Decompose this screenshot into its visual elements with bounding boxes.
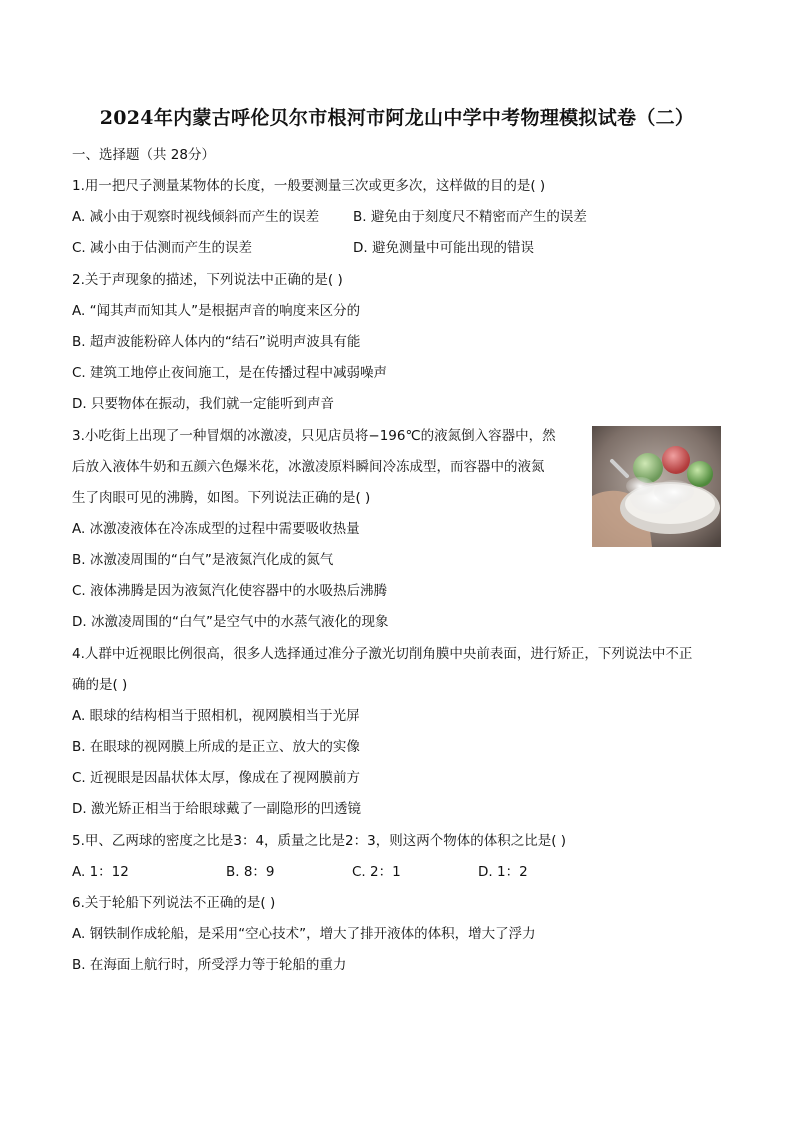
question-1-option-a: A. 减小由于观察时视线倾斜而产生的误差	[72, 209, 320, 225]
question-1-stem: 1.用一把尺子测量某物体的长度，一般要测量三次或更多次，这样做的目的是( )	[72, 178, 546, 194]
question-5-option-d: D. 1：2	[478, 864, 528, 880]
section-heading: 一、选择题（共 28分）	[72, 147, 215, 163]
question-3-option-d: D. 冰激凌周围的“白气”是空气中的水蒸气液化的现象	[72, 614, 389, 630]
question-2-stem: 2.关于声现象的描述，下列说法中正确的是( )	[72, 272, 343, 288]
question-6-stem: 6.关于轮船下列说法不正确的是( )	[72, 895, 276, 911]
question-1-option-b: B. 避免由于刻度尺不精密而产生的误差	[353, 209, 587, 225]
question-6-option-a: A. 钢铁制作成轮船，是采用“空心技术”，增大了排开液体的体积，增大了浮力	[72, 926, 536, 942]
question-2-option-b: B. 超声波能粉碎人体内的“结石”说明声波具有能	[72, 334, 361, 350]
question-3-option-b: B. 冰激凌周围的“白气”是液氮汽化成的氮气	[72, 552, 334, 568]
question-3-stem-line-2: 后放入液体牛奶和五颜六色爆米花，冰激凌原料瞬间冷冻成型，而容器中的液氮	[72, 459, 545, 475]
question-4-option-a: A. 眼球的结构相当于照相机，视网膜相当于光屏	[72, 708, 360, 724]
question-4-option-d: D. 激光矫正相当于给眼球戴了一副隐形的凹透镜	[72, 801, 361, 817]
question-4-option-c: C. 近视眼是因晶状体太厚，像成在了视网膜前方	[72, 770, 361, 786]
exam-title: 2024年内蒙古呼伦贝尔市根河市阿龙山中学中考物理模拟试卷（二）	[99, 107, 695, 129]
question-3-stem-line-1: 3.小吃街上出现了一种冒烟的冰激凌，只见店员将−196℃的液氮倒入容器中，然	[72, 428, 556, 444]
question-4-stem-line-1: 4.人群中近视眼比例很高，很多人选择通过准分子激光切削角膜中央前表面，进行矫正，下列说法中不正	[72, 646, 693, 662]
question-5-option-c: C. 2：1	[352, 864, 401, 880]
question-3-stem-line-3: 生了肉眼可见的沸腾，如图。下列说法正确的是( )	[72, 490, 371, 506]
question-4-stem-line-2: 确的是( )	[72, 677, 128, 693]
question-2-option-d: D. 只要物体在振动，我们就一定能听到声音	[72, 396, 334, 412]
question-2-option-c: C. 建筑工地停止夜间施工，是在传播过程中减弱噪声	[72, 365, 388, 381]
question-1-option-d: D. 避免测量中可能出现的错误	[353, 240, 534, 256]
question-5-option-a: A. 1：12	[72, 864, 129, 880]
ice-cream-photo	[592, 426, 721, 547]
question-1-option-c: C. 减小由于估测而产生的误差	[72, 240, 253, 256]
question-4-option-b: B. 在眼球的视网膜上所成的是正立、放大的实像	[72, 739, 360, 755]
ice-cream-illustration	[592, 426, 721, 547]
question-5-stem: 5.甲、乙两球的密度之比是3：4，质量之比是2：3，则这两个物体的体积之比是( )	[72, 833, 567, 849]
question-6-option-b: B. 在海面上航行时，所受浮力等于轮船的重力	[72, 957, 347, 973]
question-2-option-a: A. “闻其声而知其人”是根据声音的响度来区分的	[72, 303, 361, 319]
question-3-option-a: A. 冰激凌液体在冷冻成型的过程中需要吸收热量	[72, 521, 360, 537]
question-3-option-c: C. 液体沸腾是因为液氮汽化使容器中的水吸热后沸腾	[72, 583, 388, 599]
question-5-option-b: B. 8：9	[226, 864, 275, 880]
